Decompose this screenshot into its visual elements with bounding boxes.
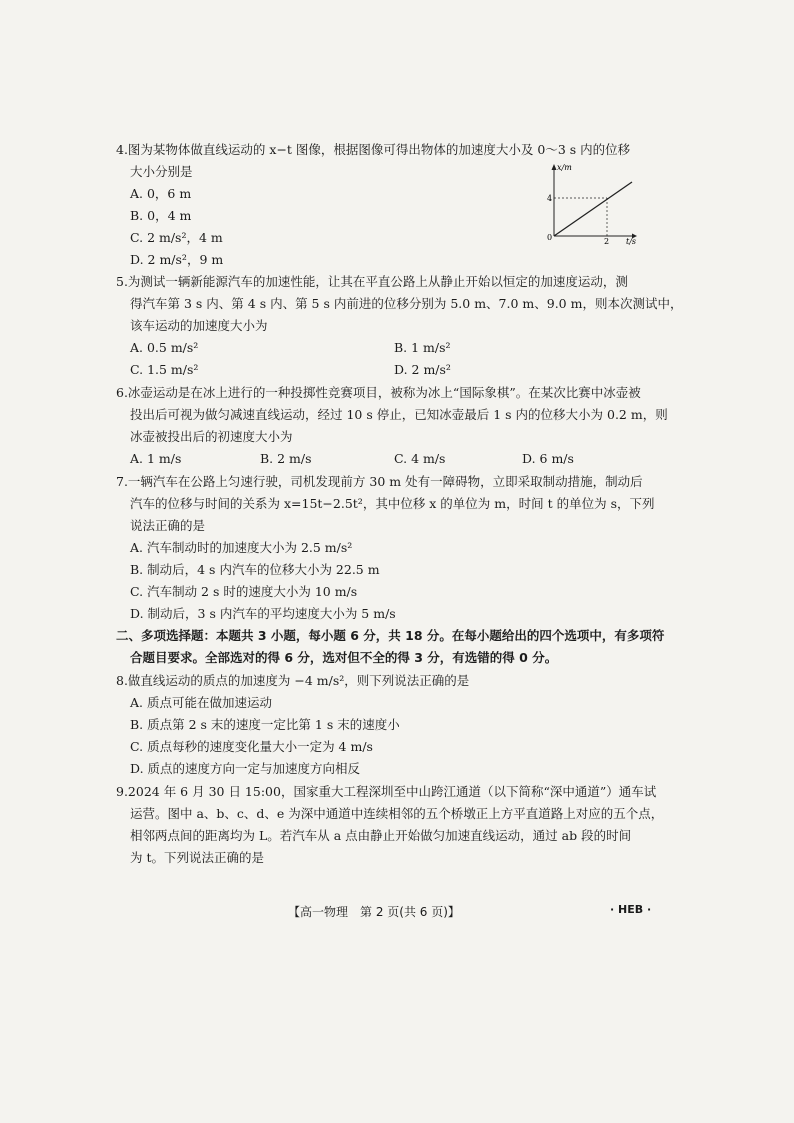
q8-option-a: A. 质点可能在做加速运动 <box>130 695 272 710</box>
footer-code: · HEB · <box>610 903 652 916</box>
graph-origin: 0 <box>547 233 553 242</box>
q8-option-b: B. 质点第 2 s 末的速度一定比第 1 s 末的速度小 <box>130 717 400 732</box>
q4-option-a: A. 0，6 m <box>130 186 192 201</box>
q5-option-a: A. 0.5 m/s² <box>130 340 199 355</box>
q6-option-b: B. 2 m/s <box>260 451 312 466</box>
q8-stem-1: 8.做直线运动的质点的加速度为 −4 m/s²，则下列说法正确的是 <box>116 673 470 688</box>
q7-stem-1: 7.一辆汽车在公路上匀速行驶，司机发现前方 30 m 处有一障碍物，立即采取制动措施，制动后 <box>116 474 643 489</box>
q7-option-b: B. 制动后，4 s 内汽车的位移大小为 22.5 m <box>130 562 380 577</box>
section-2-heading-2: 合题目要求。全部选对的得 6 分，选对但不全的得 3 分，有选错的得 0 分。 <box>130 650 558 665</box>
q9-stem-1: 9.2024 年 6 月 30 日 15:00，国家重大工程深圳至中山跨江通道（以下简称“深中通道”）通车试 <box>116 784 657 799</box>
q9-stem-4: 为 t。下列说法正确的是 <box>130 850 264 865</box>
q6-stem-3: 冰壶被投出后的初速度大小为 <box>130 429 293 444</box>
q4-xt-graph <box>540 160 640 245</box>
q5-option-b: B. 1 m/s² <box>394 340 451 355</box>
q7-option-d: D. 制动后，3 s 内汽车的平均速度大小为 5 m/s <box>130 606 396 621</box>
graph-line <box>554 182 632 236</box>
graph-xlabel: t/s <box>626 237 637 245</box>
graph-ylabel: x/m <box>557 163 572 172</box>
q5-stem-2: 得汽车第 3 s 内、第 4 s 内、第 5 s 内前进的位移分别为 5.0 m、7.0 m、9.0 m，则本次测试中， <box>130 296 683 311</box>
q5-stem-3: 该车运动的加速度大小为 <box>130 318 268 333</box>
q5-option-d: D. 2 m/s² <box>394 362 451 377</box>
q4-stem-2: 大小分别是 <box>130 164 193 179</box>
q7-option-a: A. 汽车制动时的加速度大小为 2.5 m/s² <box>130 540 353 555</box>
footer-page-info: 【高一物理 第 2 页(共 6 页)】 <box>288 905 460 919</box>
q8-option-c: C. 质点每秒的速度变化量大小一定为 4 m/s <box>130 739 373 754</box>
q4-option-d: D. 2 m/s²，9 m <box>130 252 224 267</box>
section-2-heading-1: 二、多项选择题：本题共 3 小题，每小题 6 分，共 18 分。在每小题给出的四个选项中，有多项符 <box>116 628 665 643</box>
q4-option-b: B. 0，4 m <box>130 208 192 223</box>
q7-stem-2: 汽车的位移与时间的关系为 x=15t−2.5t²，其中位移 x 的单位为 m，时间 t 的单位为 s，下列 <box>130 496 655 511</box>
q4-xt-graph-svg <box>540 160 640 245</box>
graph-y-arrow <box>552 164 557 170</box>
q4-stem-1: 4.图为某物体做直线运动的 x−t 图像，根据图像可得出物体的加速度大小及 0～3 s 内的位移 <box>116 142 631 157</box>
q6-option-a: A. 1 m/s <box>130 451 182 466</box>
q5-option-c: C. 1.5 m/s² <box>130 362 199 377</box>
q6-option-d: D. 6 m/s <box>522 451 574 466</box>
q9-stem-2: 运营。图中 a、b、c、d、e 为深中通道中连续相邻的五个桥墩正上方平直道路上对应的五个点， <box>130 806 664 821</box>
q6-stem-2: 投出后可视为做匀减速直线运动，经过 10 s 停止，已知冰壶最后 1 s 内的位移大小为 0.2 m，则 <box>130 407 668 422</box>
q8-option-d: D. 质点的速度方向一定与加速度方向相反 <box>130 761 361 776</box>
q9-stem-3: 相邻两点间的距离均为 L。若汽车从 a 点由静止开始做匀加速直线运动，通过 ab 段的时间 <box>130 828 632 843</box>
graph-x-tick: 2 <box>604 237 610 245</box>
q7-stem-3: 说法正确的是 <box>130 518 206 533</box>
q6-stem-1: 6.冰壶运动是在冰上进行的一种投掷性竞赛项目，被称为冰上“国际象棋”。在某次比赛中冰壶被 <box>116 385 641 400</box>
q4-option-c: C. 2 m/s²，4 m <box>130 230 223 245</box>
q7-option-c: C. 汽车制动 2 s 时的速度大小为 10 m/s <box>130 584 358 599</box>
q6-option-c: C. 4 m/s <box>394 451 446 466</box>
q5-stem-1: 5.为测试一辆新能源汽车的加速性能，让其在平直公路上从静止开始以恒定的加速度运动，测 <box>116 274 628 289</box>
graph-y-tick: 4 <box>547 194 553 203</box>
